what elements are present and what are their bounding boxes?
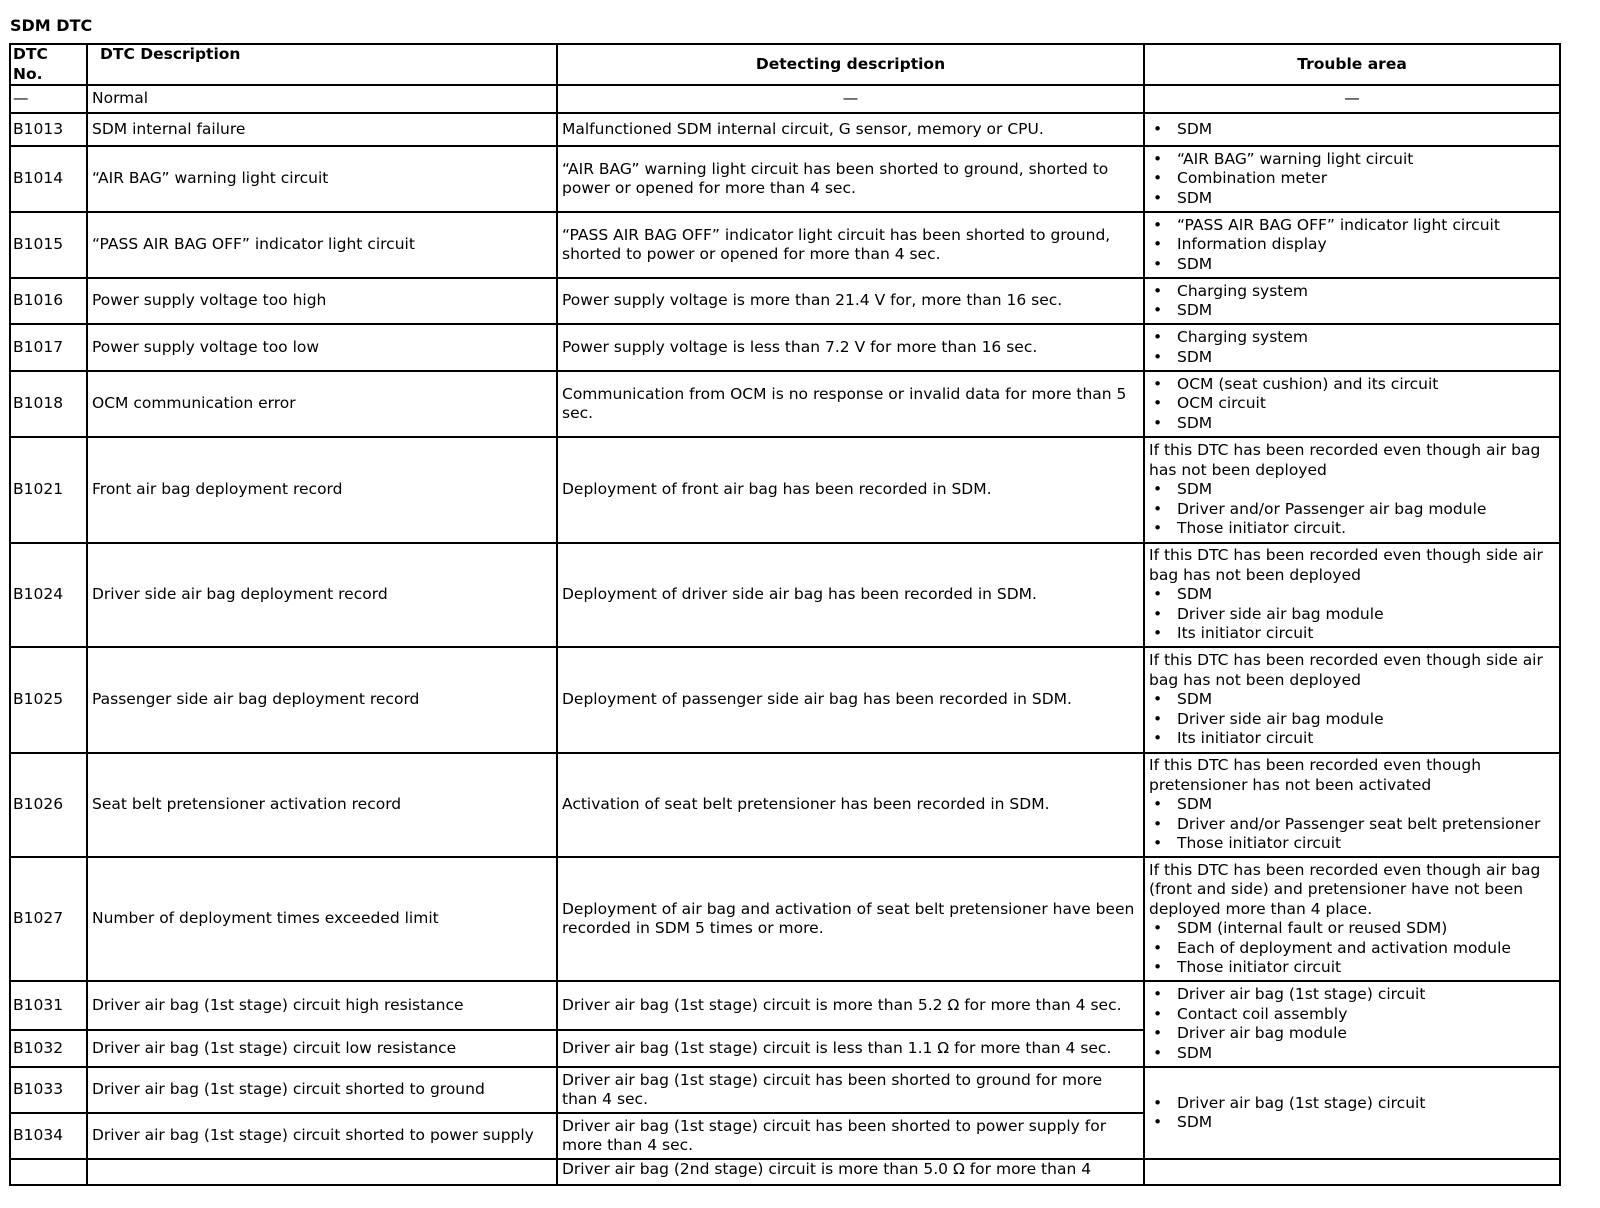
trouble-area-intro: If this DTC has been recorded even though side air bag has not been deployed — [1149, 546, 1543, 584]
trouble-area-item: • Charging system — [1149, 282, 1555, 302]
trouble-area-item: • Driver and/or Passenger air bag module — [1149, 500, 1555, 520]
dtc-description-cell: Normal — [87, 85, 557, 113]
trouble-area-list — [1149, 585, 1555, 644]
dtc-code-cell: B1031 — [10, 981, 87, 1030]
trouble-area-item: • Driver and/or Passenger seat belt pretensioner — [1149, 815, 1555, 835]
trouble-area-item: • SDM — [1149, 585, 1555, 605]
table-row — [10, 113, 1560, 146]
dtc-description-cell: Driver air bag (1st stage) circuit shorted to ground — [87, 1067, 557, 1113]
table-row — [10, 324, 1560, 371]
trouble-area-item: • Those initiator circuit — [1149, 958, 1555, 978]
trouble-area-intro: If this DTC has been recorded even though side air bag has not been deployed — [1149, 651, 1543, 689]
trouble-area-cell — [1144, 437, 1560, 543]
trouble-area-item: • SDM — [1149, 1044, 1555, 1064]
detecting-description-cell: Malfunctioned SDM internal circuit, G sensor, memory or CPU. — [557, 113, 1144, 146]
dtc-description-cell: “PASS AIR BAG OFF” indicator light circuit — [87, 212, 557, 278]
dtc-code-cell: B1014 — [10, 146, 87, 212]
table-row — [10, 371, 1560, 437]
trouble-area-item: • Driver air bag module — [1149, 1024, 1555, 1044]
table-row — [10, 212, 1560, 278]
trouble-area-item: • SDM — [1149, 795, 1555, 815]
dtc-description-cell: Driver air bag (1st stage) circuit high resistance — [87, 981, 557, 1030]
detecting-description-cell: Power supply voltage is more than 21.4 V for, more than 16 sec. — [557, 278, 1144, 324]
header-detecting-description: Detecting description — [557, 44, 1144, 85]
dtc-description-cell: OCM communication error — [87, 371, 557, 437]
dtc-description-cell: Number of deployment times exceeded limit — [87, 857, 557, 981]
trouble-area-item: • “AIR BAG” warning light circuit — [1149, 150, 1555, 170]
detecting-description-cell: Driver air bag (2nd stage) circuit is more than 5.0 Ω for more than 4 — [557, 1159, 1144, 1185]
trouble-area-cell — [1144, 85, 1560, 113]
dtc-code-cell — [10, 1159, 87, 1185]
trouble-area-item: • SDM — [1149, 189, 1555, 209]
trouble-area-list — [1149, 375, 1555, 434]
trouble-area-list — [1149, 480, 1555, 539]
trouble-area-intro: If this DTC has been recorded even though air bag (front and side) and pretensioner have not been deployed more than 4 place. — [1149, 860, 1541, 918]
dtc-code-cell: — — [10, 85, 87, 113]
detecting-description-cell: — — [557, 85, 1144, 113]
trouble-area-cell — [1144, 212, 1560, 278]
detecting-description-cell: Driver air bag (1st stage) circuit is less than 1.1 Ω for more than 4 sec. — [557, 1030, 1144, 1067]
trouble-area-list — [1149, 1094, 1555, 1133]
trouble-area-item: • SDM — [1149, 301, 1555, 321]
trouble-area-cell — [1144, 324, 1560, 371]
trouble-area-item: • SDM — [1149, 690, 1555, 710]
trouble-area-list — [1149, 985, 1555, 1063]
trouble-area-item: • Charging system — [1149, 328, 1555, 348]
trouble-area-cell — [1144, 113, 1560, 146]
dtc-code-cell: B1021 — [10, 437, 87, 543]
dtc-code-cell: B1034 — [10, 1113, 87, 1159]
trouble-area-cell — [1144, 1067, 1560, 1159]
detecting-description-cell: Deployment of driver side air bag has been recorded in SDM. — [557, 543, 1144, 647]
trouble-area-item: • SDM — [1149, 120, 1555, 140]
trouble-area-item: • Contact coil assembly — [1149, 1005, 1555, 1025]
dtc-description-cell: SDM internal failure — [87, 113, 557, 146]
trouble-area-cell — [1144, 647, 1560, 753]
trouble-area-item: • OCM circuit — [1149, 394, 1555, 414]
trouble-area-item: • SDM (internal fault or reused SDM) — [1149, 919, 1555, 939]
trouble-area-list — [1149, 120, 1555, 140]
trouble-area-item: • Information display — [1149, 235, 1555, 255]
trouble-area-item: • Those initiator circuit. — [1149, 519, 1555, 539]
trouble-area-item: • SDM — [1149, 255, 1555, 275]
page-title: SDM DTC — [10, 16, 93, 35]
detecting-description-cell: Power supply voltage is less than 7.2 V for more than 16 sec. — [557, 324, 1144, 371]
trouble-area-intro: If this DTC has been recorded even though pretensioner has not been activated — [1149, 756, 1482, 794]
dtc-table — [9, 43, 1561, 1186]
dtc-code-cell: B1033 — [10, 1067, 87, 1113]
trouble-area-list — [1149, 795, 1555, 854]
trouble-area-cell — [1144, 753, 1560, 857]
detecting-description-cell: Communication from OCM is no response or invalid data for more than 5 sec. — [557, 371, 1144, 437]
dtc-code-cell: B1032 — [10, 1030, 87, 1067]
dtc-code-cell: B1027 — [10, 857, 87, 981]
dtc-description-cell: Driver side air bag deployment record — [87, 543, 557, 647]
table-row — [10, 278, 1560, 324]
header-dtc-no: DTC No. — [10, 44, 87, 85]
dtc-description-cell: Power supply voltage too high — [87, 278, 557, 324]
trouble-area-intro: If this DTC has been recorded even though air bag has not been deployed — [1149, 441, 1541, 479]
table-row — [10, 85, 1560, 113]
dtc-table-body — [10, 85, 1560, 1185]
trouble-area-list — [1149, 150, 1555, 209]
trouble-area-item: • SDM — [1149, 1113, 1555, 1133]
trouble-area-list — [1149, 328, 1555, 367]
dtc-description-cell: Front air bag deployment record — [87, 437, 557, 543]
detecting-description-cell: “PASS AIR BAG OFF” indicator light circuit has been shorted to ground, shorted to power or opened for more than 4 sec. — [557, 212, 1144, 278]
trouble-area-cell — [1144, 1159, 1560, 1185]
dtc-code-cell: B1026 — [10, 753, 87, 857]
dtc-description-cell: Passenger side air bag deployment record — [87, 647, 557, 753]
table-row — [10, 437, 1560, 543]
table-row — [10, 753, 1560, 857]
table-row — [10, 1159, 1560, 1185]
table-row — [10, 1067, 1560, 1113]
detecting-description-cell: Activation of seat belt pretensioner has been recorded in SDM. — [557, 753, 1144, 857]
table-row — [10, 981, 1560, 1030]
detecting-description-cell: Deployment of front air bag has been recorded in SDM. — [557, 437, 1144, 543]
dtc-code-cell: B1015 — [10, 212, 87, 278]
dtc-code-cell: B1024 — [10, 543, 87, 647]
table-row — [10, 543, 1560, 647]
dtc-code-cell: B1016 — [10, 278, 87, 324]
trouble-area-list — [1149, 919, 1555, 978]
dtc-description-cell: Seat belt pretensioner activation record — [87, 753, 557, 857]
trouble-area-cell — [1144, 857, 1560, 981]
dtc-code-cell: B1018 — [10, 371, 87, 437]
trouble-area-list — [1149, 216, 1555, 275]
header-dtc-description: DTC Description — [87, 44, 557, 85]
detecting-description-cell: Driver air bag (1st stage) circuit has been shorted to power supply for more than 4 sec. — [557, 1113, 1144, 1159]
trouble-area-item: • Driver air bag (1st stage) circuit — [1149, 1094, 1555, 1114]
dtc-code-cell: B1017 — [10, 324, 87, 371]
trouble-area-list — [1149, 690, 1555, 749]
trouble-area-item: • “PASS AIR BAG OFF” indicator light circuit — [1149, 216, 1555, 236]
trouble-area-item: • Each of deployment and activation module — [1149, 939, 1555, 959]
dtc-code-cell: B1025 — [10, 647, 87, 753]
header-row — [10, 44, 1560, 85]
dtc-description-cell: “AIR BAG” warning light circuit — [87, 146, 557, 212]
trouble-area-item: — — [1344, 89, 1360, 108]
dtc-description-cell — [87, 1159, 557, 1185]
trouble-area-item: • Driver air bag (1st stage) circuit — [1149, 985, 1555, 1005]
table-row — [10, 857, 1560, 981]
trouble-area-item: • OCM (seat cushion) and its circuit — [1149, 375, 1555, 395]
detecting-description-cell: Deployment of air bag and activation of seat belt pretensioner have been recorded in SDM 5 times or more. — [557, 857, 1144, 981]
trouble-area-item: • Its initiator circuit — [1149, 624, 1555, 644]
detecting-description-cell: Deployment of passenger side air bag has been recorded in SDM. — [557, 647, 1144, 753]
dtc-description-cell: Power supply voltage too low — [87, 324, 557, 371]
trouble-area-cell — [1144, 278, 1560, 324]
trouble-area-item: • SDM — [1149, 348, 1555, 368]
trouble-area-cell — [1144, 981, 1560, 1067]
trouble-area-item: • Driver side air bag module — [1149, 710, 1555, 730]
trouble-area-item: • Those initiator circuit — [1149, 834, 1555, 854]
trouble-area-item: • SDM — [1149, 480, 1555, 500]
trouble-area-cell — [1144, 146, 1560, 212]
trouble-area-cell — [1144, 543, 1560, 647]
trouble-area-item: • Its initiator circuit — [1149, 729, 1555, 749]
table-row — [10, 647, 1560, 753]
trouble-area-item: • Driver side air bag module — [1149, 605, 1555, 625]
dtc-description-cell: Driver air bag (1st stage) circuit shorted to power supply — [87, 1113, 557, 1159]
header-trouble-area: Trouble area — [1144, 44, 1560, 85]
dtc-description-cell: Driver air bag (1st stage) circuit low resistance — [87, 1030, 557, 1067]
table-row — [10, 146, 1560, 212]
trouble-area-list — [1149, 282, 1555, 321]
detecting-description-cell: Driver air bag (1st stage) circuit is more than 5.2 Ω for more than 4 sec. — [557, 981, 1144, 1030]
trouble-area-cell — [1144, 371, 1560, 437]
detecting-description-cell: Driver air bag (1st stage) circuit has been shorted to ground for more than 4 sec. — [557, 1067, 1144, 1113]
detecting-description-cell: “AIR BAG” warning light circuit has been shorted to ground, shorted to power or opened for more than 4 sec. — [557, 146, 1144, 212]
dtc-code-cell: B1013 — [10, 113, 87, 146]
trouble-area-item: • Combination meter — [1149, 169, 1555, 189]
trouble-area-item: • SDM — [1149, 414, 1555, 434]
